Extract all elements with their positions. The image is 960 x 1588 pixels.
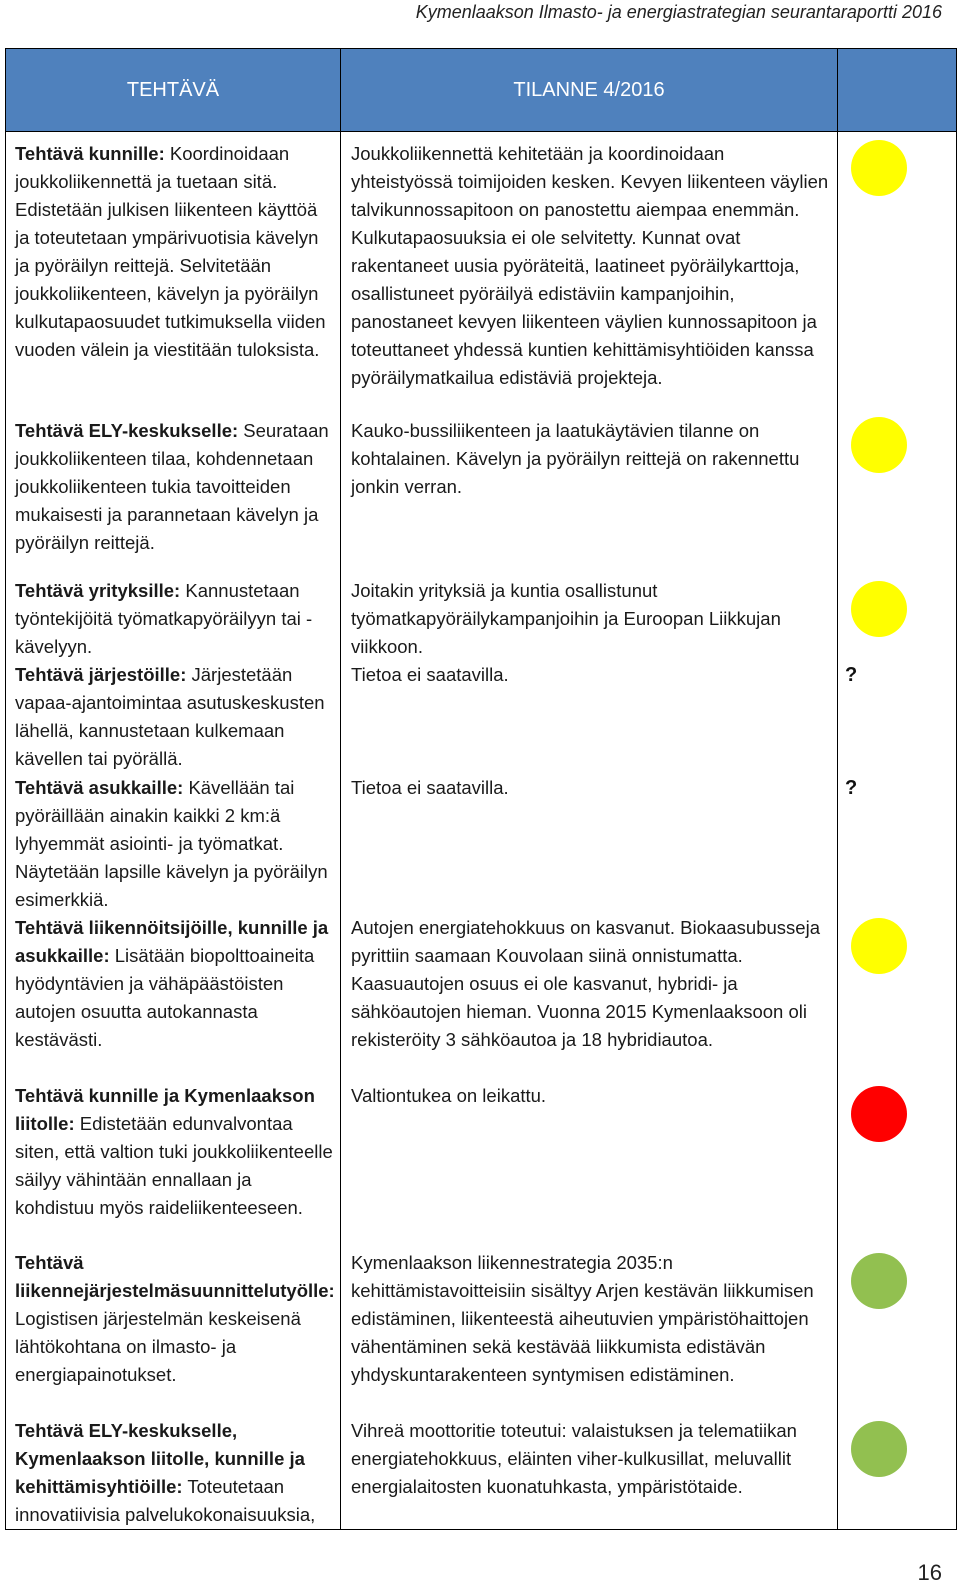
yellow-status-indicator	[851, 918, 907, 974]
task-lead: Tehtävä asukkaille:	[15, 776, 184, 798]
table-header-row	[6, 49, 957, 132]
status-column-header: TILANNE 4/2016	[341, 49, 838, 132]
status-cell	[341, 661, 838, 774]
task-cell	[6, 1082, 341, 1249]
yellow-status-indicator	[851, 581, 907, 637]
task-lead: Tehtävä liikennejärjestelmäsuunnittelutyölle:	[15, 1251, 335, 1301]
table-row	[6, 1082, 957, 1249]
indicator-cell	[838, 1417, 957, 1530]
task-text: Logistisen järjestelmän keskeisenä lähtökohtana on ilmasto- ja energiapainotukset.	[15, 1307, 301, 1385]
task-cell	[6, 661, 341, 774]
task-cell	[6, 1249, 341, 1417]
indicator-cell	[838, 914, 957, 1082]
status-text: Joitakin yrityksiä ja kuntia osallistunut työmatkapyöräilykampanjoihin ja Euroopan Liikkujan viikkoon.	[351, 579, 781, 657]
task-cell	[6, 409, 341, 577]
indicator-cell	[838, 661, 957, 774]
indicator-cell	[838, 1249, 957, 1417]
task-column-header: TEHTÄVÄ	[6, 49, 341, 132]
task-text: Kannustetaan työntekijöitä työmatkapyöräilyyn tai -kävelyyn.	[15, 579, 313, 657]
status-cell	[341, 1417, 838, 1530]
task-lead: Tehtävä järjestöille:	[15, 663, 187, 685]
indicator-cell	[838, 132, 957, 409]
task-text: Seurataan joukkoliikenteen tilaa, kohdennetaan joukkoliikenteen tukia tavoitteiden mukaisesti ja parannetaan kävelyn ja pyöräilyn reittejä.	[15, 419, 329, 553]
table-row	[6, 774, 957, 914]
unknown-status-mark: ?	[845, 663, 858, 686]
task-lead: Tehtävä ELY-keskukselle:	[15, 419, 239, 441]
task-lead: Tehtävä kunnille ja Kymenlaakson liitolle:	[15, 1084, 315, 1134]
task-text: Edistetään edunvalvontaa siten, että valtion tuki joukkoliikenteelle säilyy vähintään ennallaan ja kohdistuu myös raideliikenteeseen.	[15, 1112, 333, 1218]
page-number: 16	[917, 1560, 942, 1585]
indicator-cell	[838, 774, 957, 914]
red-status-indicator	[851, 1086, 907, 1142]
task-text: Toteutetaan innovatiivisia palvelukokonaisuuksia,	[15, 1475, 316, 1525]
task-text: Lisätään biopolttoaineita hyödyntävien ja vähäpäästöisten autojen osuutta autokannasta kestävästi.	[15, 944, 315, 1050]
status-cell	[341, 774, 838, 914]
status-text: Tietoa ei saatavilla.	[351, 776, 509, 798]
status-cell	[341, 577, 838, 661]
indicator-cell	[838, 1082, 957, 1249]
table-row	[6, 409, 957, 577]
green-status-indicator	[851, 1253, 907, 1309]
status-cell	[341, 1249, 838, 1417]
table-row	[6, 1249, 957, 1417]
table-row	[6, 132, 957, 409]
unknown-status-mark: ?	[845, 776, 858, 799]
task-cell	[6, 132, 341, 409]
status-cell	[341, 132, 838, 409]
task-lead: Tehtävä kunnille:	[15, 143, 165, 164]
indicator-cell	[838, 577, 957, 661]
table-row	[6, 577, 957, 661]
task-cell	[6, 914, 341, 1082]
table-row	[6, 914, 957, 1082]
task-lead: Tehtävä ELY-keskukselle, Kymenlaakson liitolle, kunnille ja kehittämisyhtiöille:	[15, 1419, 305, 1497]
status-text: Vihreä moottoritie toteutui: valaistuksen ja telematiikan energiatehokkuus, eläinten viher-kulkusillat, meluvallit energialaitosten kuonatuhkasta, ympäristötaide.	[351, 1419, 797, 1497]
status-text: Tietoa ei saatavilla.	[351, 663, 509, 685]
status-cell	[341, 409, 838, 577]
yellow-status-indicator	[851, 417, 907, 473]
running-header: Kymenlaakson Ilmasto- ja energiastrategian seurantaraportti 2016	[415, 2, 942, 22]
indicator-column-header	[838, 49, 957, 132]
status-text: Kauko-bussiliikenteen ja laatukäytävien tilanne on kohtalainen. Kävelyn ja pyöräilyn reittejä on rakennettu jonkin verran.	[351, 419, 800, 497]
status-cell	[341, 1082, 838, 1249]
status-text: Joukkoliikennettä kehitetään ja koordinoidaan yhteistyössä toimijoiden kesken. Kevyen liikenteen väylien talvikunnossapitoon on panostettu aiempaa enemmän. Kulkutapaosuuksia ei ole selvitetty. Kunnat ovat rakentaneet uusia pyöräteitä, laatineet pyöräilykarttoja, osallistuneet pyöräilyä edistäviin kampanjoihin, panostaneet kevyen liikenteen väylien kunnossapitoon ja toteuttaneet yhdessä kuntien kehittämisyhtiöiden kanssa pyöräilymatkailua edistäviä projekteja.	[351, 143, 829, 388]
task-lead: Tehtävä yrityksille:	[15, 579, 181, 601]
task-cell	[6, 577, 341, 661]
task-lead: Tehtävä liikennöitsijöille, kunnille ja asukkaille:	[15, 916, 329, 966]
task-text: Kävellään tai pyöräillään ainakin kaikki 2 km:ä lyhyemmät asiointi- ja työmatkat. Näytetään lapsille kävelyn ja pyöräilyn esimerkkiä.	[15, 776, 328, 910]
status-text: Valtiontukea on leikattu.	[351, 1084, 547, 1106]
table-row	[6, 1417, 957, 1530]
strategy-follow-up-table	[5, 48, 957, 1530]
task-cell	[6, 774, 341, 914]
task-text: Järjestetään vapaa-ajantoimintaa asutuskeskusten lähellä, kannustetaan kulkemaan kävellen tai pyörällä.	[15, 663, 325, 769]
yellow-status-indicator	[851, 140, 907, 196]
status-cell	[341, 914, 838, 1082]
task-text: Koordinoidaan joukkoliikennettä ja tuetaan sitä. Edistetään julkisen liikenteen käyttöä ja toteutetaan ympärivuotisia kävelyn ja pyöräilyn reittejä. Selvitetään joukkoliikenteen, kävelyn ja pyöräilyn kulkutapaosuudet tutkimuksella viiden vuoden välein ja viestitään tuloksista.	[15, 143, 326, 360]
status-text: Autojen energiatehokkuus on kasvanut. Biokaasubusseja pyrittiin saamaan Kouvolaan siinä onnistumatta. Kaasuautojen osuus ei ole kasvanut, hybridi- ja sähköautojen hieman. Vuonna 2015 Kymenlaaksoon oli rekisteröity 3 sähköautoa ja 18 hybridiautoa.	[351, 916, 820, 1050]
indicator-cell	[838, 409, 957, 577]
table-row	[6, 661, 957, 774]
task-cell	[6, 1417, 341, 1530]
green-status-indicator	[851, 1421, 907, 1477]
status-text: Kymenlaakson liikennestrategia 2035:n kehittämistavoitteisiin sisältyy Arjen kestävän liikkumisen edistäminen, liikenteestä aiheutuvien ympäristöhaittojen vähentäminen sekä kestävää liikkumista edistävän yhdyskuntarakenteen syntymisen edistäminen.	[351, 1251, 814, 1385]
